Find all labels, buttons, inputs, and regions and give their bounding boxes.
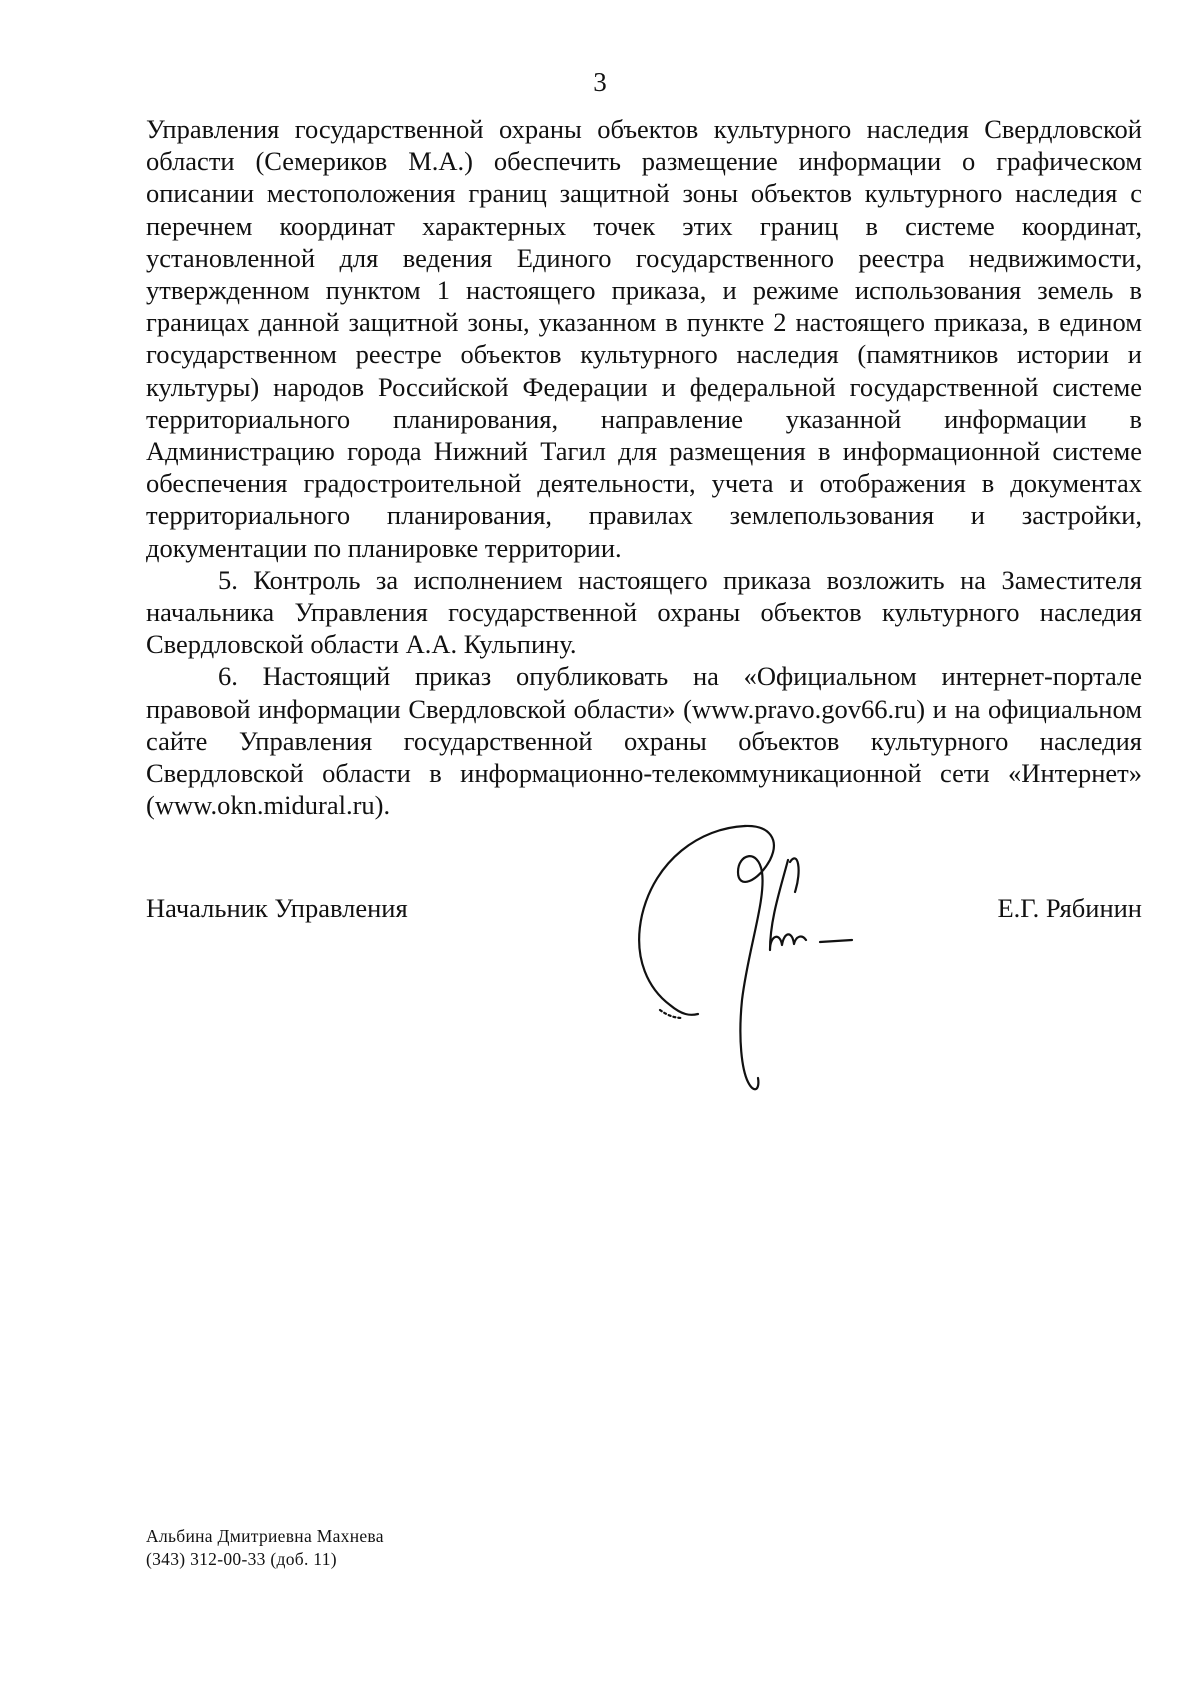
executor-phone: (343) 312-00-33 (доб. 11) [146,1549,337,1569]
executor-name: Альбина Дмитриевна Махнева [146,1526,384,1546]
page-number: 3 [593,67,607,97]
paragraph-item-5: 5. Контроль за исполнением настоящего приказа возложить на Заместителя начальника Управления государственной охраны объектов культурного наследия Свердловской области А.А. Кульпину. [146,564,1142,660]
paragraph-item-6: 6. Настоящий приказ опубликовать на «Официальном интернет-портале правовой информации Свердловской области» (www.pravo.gov66.ru) и на официальном сайте Управления государственной охраны объектов культурного наследия Свердловской области в информационно-телекоммуникационной сети «Интернет» (www.okn.midural.ru). [146,661,1142,821]
signer-position: Начальник Управления [146,893,408,923]
signer-name: Е.Г. Рябинин [997,893,1142,923]
handwritten-signature [630,820,890,1110]
paragraph-continuation: Управления государственной охраны объектов культурного наследия Свердловской области (Семериков М.А.) обеспечить размещение информации о графическом описании местоположения границ защитной зоны объектов культурного наследия с перечнем координат характерных точек этих границ в системе координат, установленной для ведения Единого государственного реестра недвижимости, утвержденном пунктом 1 настоящего приказа, и режиме использования земель в границах данной защитной зоны, указанном в пункте 2 настоящего приказа, в едином государственном реестре объектов культурного наследия (памятников истории и культуры) народов Российской Федерации и федеральной государственной системе территориального планирования, направление указанной информации в Администрацию города Нижний Тагил для размещения в информационной системе обеспечения градостроительной деятельности, учета и отображения в документах территориального планирования, правилах землепользования и застройки, документации по планировке территории. [146,114,1142,563]
document-body [146,113,1142,821]
executor-info [146,1525,384,1571]
